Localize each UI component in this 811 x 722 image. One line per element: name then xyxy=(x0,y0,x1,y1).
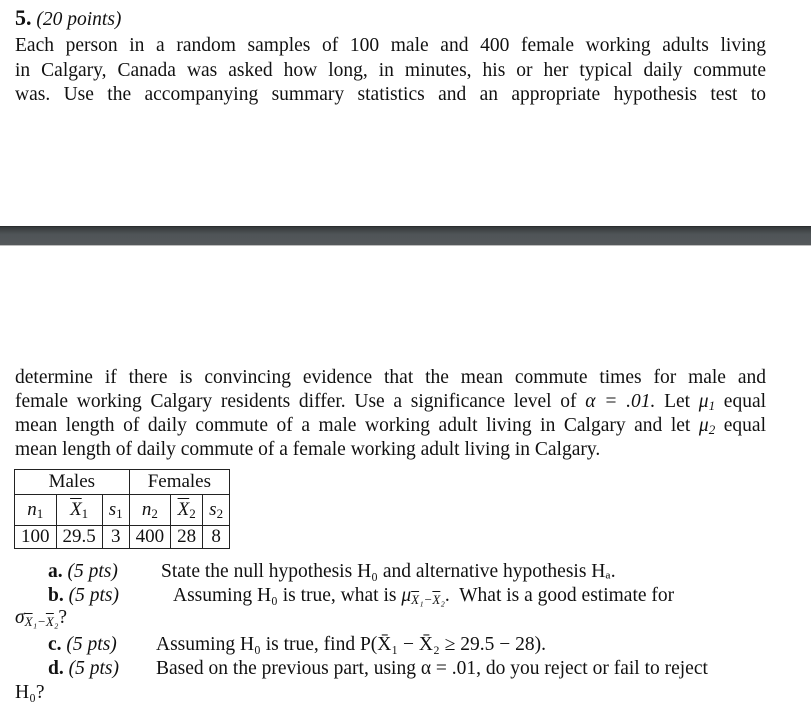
s: n xyxy=(141,499,152,520)
text-line: determine if there is convincing evidence that the mean commute times for male and xyxy=(15,367,766,388)
s: 2 xyxy=(189,506,196,521)
t: female working Calgary residents differ. Use a significance level of xyxy=(15,391,577,412)
mu: μ xyxy=(698,415,709,436)
cell: 8 xyxy=(203,526,230,549)
l: a. xyxy=(48,561,63,582)
t: equal xyxy=(723,391,767,412)
l: c. xyxy=(48,634,62,655)
intro-line: Each person in a random samples of 100 male and 400 female working adults living xyxy=(15,35,766,56)
p: (5 pts) xyxy=(68,658,119,679)
p: (5 pts) xyxy=(66,634,117,655)
s: s xyxy=(209,499,217,520)
p: (5 pts) xyxy=(68,585,119,606)
t: equal xyxy=(723,415,767,436)
group-header: Females xyxy=(129,470,229,495)
problem-number: 5. xyxy=(15,5,32,30)
cell: 29.5 xyxy=(56,526,102,549)
col-header xyxy=(203,495,230,526)
text-line xyxy=(15,414,766,438)
t: Let xyxy=(664,391,691,412)
part-c-text: Assuming H₀ is true, find P(X̄₁ − X̄₂ ≥ 29.5 − 28). xyxy=(156,634,546,655)
s: $\overline{X}$ xyxy=(70,499,82,520)
s: 1 xyxy=(36,506,44,521)
cell: 28 xyxy=(171,526,203,549)
col-header xyxy=(171,495,203,526)
alpha: α = .01. xyxy=(585,391,656,412)
s: s xyxy=(108,499,117,520)
col-header xyxy=(102,495,129,526)
text-line: mean length of daily commute of a female working adult living in Calgary. xyxy=(15,439,601,460)
part-b-label xyxy=(48,584,119,608)
p: (5 pts) xyxy=(67,561,118,582)
mu2: $\mu_2$ xyxy=(698,415,716,437)
part-c-label xyxy=(48,633,117,657)
s: 1 xyxy=(81,506,89,521)
col-header xyxy=(129,495,171,526)
part-d-label xyxy=(48,657,119,681)
cell: 100 xyxy=(15,526,57,549)
page-divider-bar xyxy=(0,226,811,246)
mu1: $\mu_1$ xyxy=(698,391,716,413)
group-header: Males xyxy=(15,470,130,495)
part-a-label xyxy=(48,560,118,584)
part-d-text-cont: H₀? xyxy=(15,682,45,703)
part-d-text: Based on the previous part, using α = .01, do you reject or fail to reject xyxy=(156,658,708,679)
intro-line: was. Use the accompanying summary statistics and an appropriate hypothesis test to xyxy=(15,84,766,105)
t: mean length of daily commute of a male working adult living in Calgary and let xyxy=(15,415,691,436)
part-b-text: Assuming H₀ is true, what is $\mu_{\overline{X}_1-\overline{X}_2}$. What is a good estimate for xyxy=(173,585,675,607)
part-b-sigma: $\sigma_{\overline{X}_1-\overline{X}_2}$? xyxy=(15,607,68,629)
text-line xyxy=(15,390,766,414)
problem-points: (20 points) xyxy=(36,9,122,30)
summary-table xyxy=(14,469,230,549)
s: 2 xyxy=(216,506,224,521)
cell: 400 xyxy=(129,526,171,549)
col-header xyxy=(15,495,57,526)
problem-heading xyxy=(15,6,121,32)
l: b. xyxy=(48,585,64,606)
s: 1 xyxy=(116,506,123,521)
mu: μ xyxy=(698,391,709,412)
t: What is a good estimate for xyxy=(459,585,675,606)
intro-line: in Calgary, Canada was asked how long, in minutes, his or her typical daily commute xyxy=(15,60,766,81)
l: d. xyxy=(48,658,64,679)
cell: 3 xyxy=(102,526,129,549)
s: 2 xyxy=(151,506,158,521)
s: n xyxy=(27,499,37,520)
t: ? xyxy=(58,607,68,628)
col-header xyxy=(56,495,102,526)
part-a-text: State the null hypothesis H₀ and alternative hypothesis Hₐ. xyxy=(161,561,616,582)
t: Assuming H₀ is true, what is xyxy=(173,585,397,606)
s: $\overline{X}$ xyxy=(177,499,190,520)
